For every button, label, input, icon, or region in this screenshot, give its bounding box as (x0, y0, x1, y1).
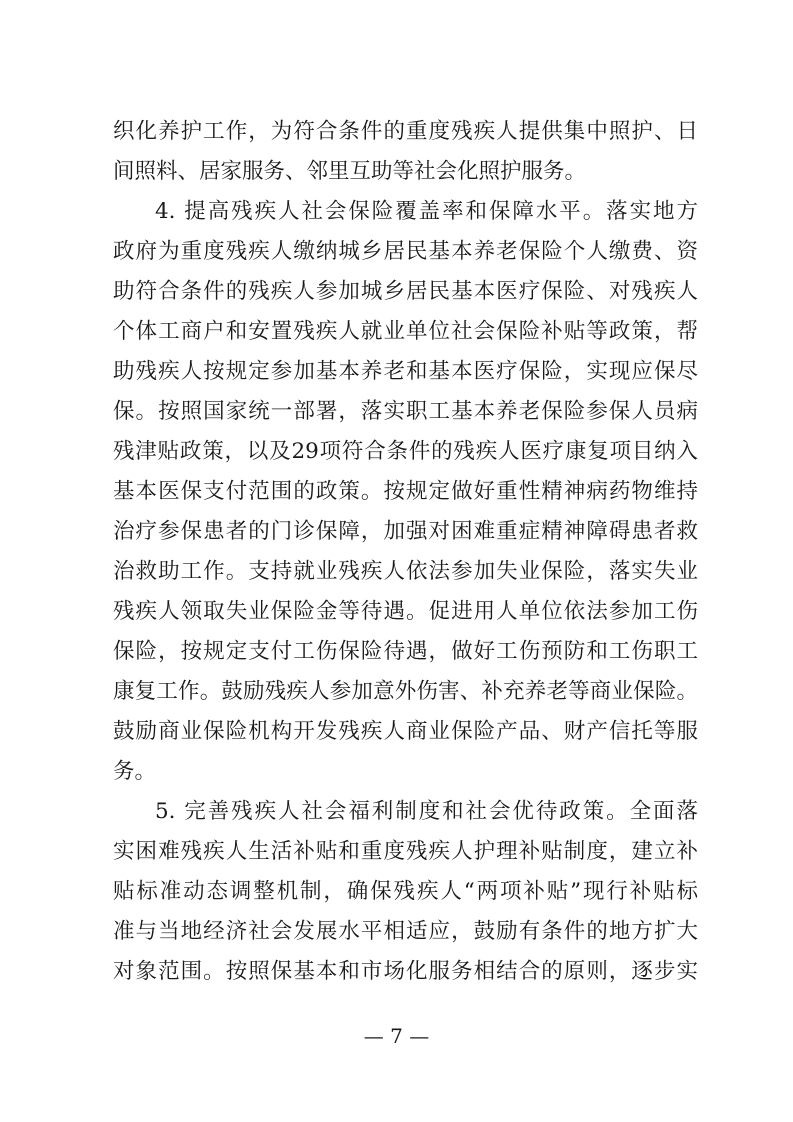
text-line: 保险，按规定支付工伤保险待遇，做好工伤预防和工伤职工 (113, 639, 698, 664)
text-line: 贴标准动态调整机制，确保残疾人“两项补贴”现行补贴标 (113, 879, 698, 904)
text-line: 残津贴政策，以及29项符合条件的残疾人医疗康复项目纳入 (113, 439, 698, 464)
text-line: 助符合条件的残疾人参加城乡居民基本医疗保险、对残疾人 (113, 279, 698, 304)
text-line: 康复工作。鼓励残疾人参加意外伤害、补充养老等商业保险。 (113, 679, 698, 704)
section-heading-line: 5. 完善残疾人社会福利制度和社会优待政策。全面落 (155, 799, 698, 824)
text-line: 个体工商户和安置残疾人就业单位社会保险补贴等政策，帮 (113, 319, 698, 344)
text-line: 助残疾人按规定参加基本养老和基本医疗保险，实现应保尽 (113, 359, 698, 384)
text-line: 准与当地经济社会发展水平相适应，鼓励有条件的地方扩大 (113, 919, 698, 944)
page-number: — 7 — (363, 1024, 430, 1048)
text-line: 对象范围。按照保基本和市场化服务相结合的原则，逐步实 (113, 959, 698, 984)
section-heading-line: 4. 提高残疾人社会保险覆盖率和保障水平。落实地方 (155, 199, 698, 224)
text-line: 实困难残疾人生活补贴和重度残疾人护理补贴制度，建立补 (113, 839, 698, 864)
text-line: 基本医保支付范围的政策。按规定做好重性精神病药物维持 (113, 479, 698, 504)
text-line: 保。按照国家统一部署，落实职工基本养老保险参保人员病 (113, 399, 698, 424)
text-line: 残疾人领取失业保险金等待遇。促进用人单位依法参加工伤 (113, 599, 698, 624)
text-line: 鼓励商业保险机构开发残疾人商业保险产品、财产信托等服 (113, 719, 698, 744)
text-line: 政府为重度残疾人缴纳城乡居民基本养老保险个人缴费、资 (113, 239, 698, 264)
text-line: 间照料、居家服务、邻里互助等社会化照护服务。 (113, 159, 587, 184)
text-line: 治疗参保患者的门诊保障，加强对困难重症精神障碍患者救 (113, 519, 698, 544)
text-line: 治救助工作。支持就业残疾人依法参加失业保险，落实失业 (113, 559, 698, 584)
text-line: 织化养护工作，为符合条件的重度残疾人提供集中照护、日 (113, 119, 698, 144)
text-line: 务。 (113, 759, 157, 784)
